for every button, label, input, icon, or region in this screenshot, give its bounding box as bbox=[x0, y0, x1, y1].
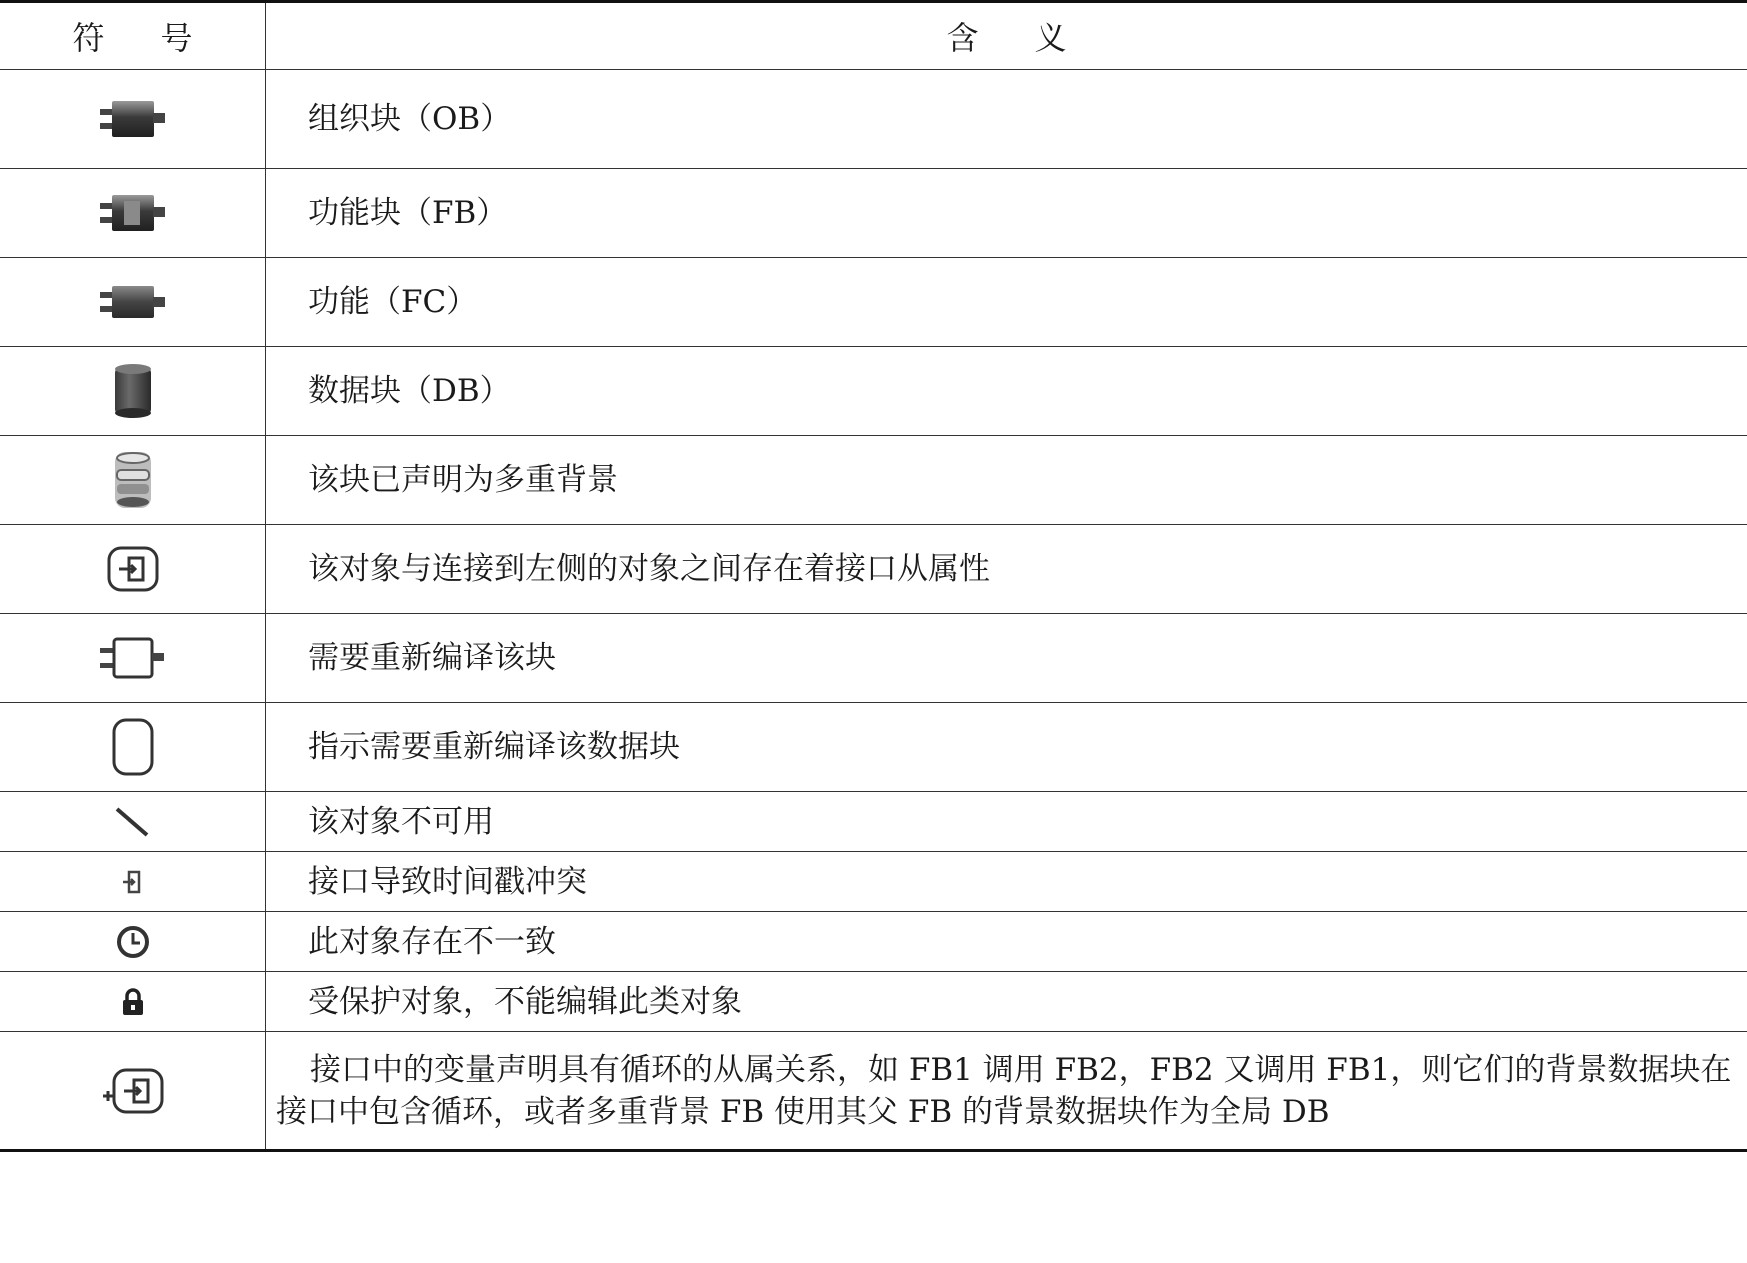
lock-icon bbox=[119, 987, 147, 1017]
table-row bbox=[0, 347, 1747, 436]
table-row bbox=[0, 169, 1747, 258]
meaning-cell: 此对象存在不一致 bbox=[266, 912, 1747, 972]
organization-block-icon bbox=[98, 97, 168, 141]
table-row bbox=[0, 614, 1747, 703]
table-row bbox=[0, 258, 1747, 347]
timestamp-conflict-icon bbox=[119, 868, 147, 896]
symbol-cell bbox=[0, 258, 266, 347]
function-block-icon bbox=[98, 191, 168, 235]
symbol-cell bbox=[0, 70, 266, 169]
symbol-cell bbox=[0, 972, 266, 1032]
symbol-header-char2: 号 bbox=[160, 19, 193, 57]
function-icon bbox=[98, 280, 168, 324]
data-block-icon bbox=[111, 361, 155, 421]
meaning-header-char1: 含 bbox=[946, 19, 979, 57]
multi-instance-icon bbox=[109, 448, 157, 512]
meaning-cell: 指示需要重新编译该数据块 bbox=[266, 703, 1747, 792]
meaning-column-header bbox=[266, 2, 1747, 70]
symbol-column-header bbox=[0, 2, 266, 70]
table-row bbox=[0, 792, 1747, 852]
symbol-cell bbox=[0, 347, 266, 436]
meaning-cell: 该块已声明为多重背景 bbox=[266, 436, 1747, 525]
recompile-data-block-icon bbox=[109, 715, 157, 779]
symbol-cell bbox=[0, 792, 266, 852]
meaning-cell: 受保护对象，不能编辑此类对象 bbox=[266, 972, 1747, 1032]
table-row bbox=[0, 525, 1747, 614]
table-header-row bbox=[0, 2, 1747, 70]
table-row bbox=[0, 436, 1747, 525]
meaning-cell: 功能（FC） bbox=[266, 258, 1747, 347]
table-row bbox=[0, 912, 1747, 972]
table-row bbox=[0, 1032, 1747, 1151]
symbol-cell bbox=[0, 169, 266, 258]
meaning-cell: 该对象不可用 bbox=[266, 792, 1747, 852]
symbol-cell bbox=[0, 703, 266, 792]
recompile-block-icon bbox=[98, 634, 168, 682]
unavailable-icon bbox=[113, 806, 153, 838]
meaning-cell: 需要重新编译该块 bbox=[266, 614, 1747, 703]
symbol-cell bbox=[0, 436, 266, 525]
meaning-cell: 功能块（FB） bbox=[266, 169, 1747, 258]
circular-dependency-icon bbox=[100, 1066, 166, 1116]
symbol-cell bbox=[0, 614, 266, 703]
symbol-cell bbox=[0, 912, 266, 972]
meaning-cell: 数据块（DB） bbox=[266, 347, 1747, 436]
symbol-cell bbox=[0, 852, 266, 912]
table-row bbox=[0, 972, 1747, 1032]
meaning-header-char2: 义 bbox=[1034, 19, 1067, 57]
table-row bbox=[0, 852, 1747, 912]
meaning-cell: 接口导致时间戳冲突 bbox=[266, 852, 1747, 912]
table-row bbox=[0, 70, 1747, 169]
interface-dependency-icon bbox=[105, 544, 161, 594]
table-row bbox=[0, 703, 1747, 792]
meaning-cell: 接口中的变量声明具有循环的从属关系，如 FB1 调用 FB2，FB2 又调用 FB1，则它们的背景数据块在接口中包含循环，或者多重背景 FB 使用其父 FB 的背景数据块作为全局 DB bbox=[266, 1032, 1747, 1151]
inconsistent-clock-icon bbox=[115, 924, 151, 960]
meaning-cell: 组织块（OB） bbox=[266, 70, 1747, 169]
symbol-cell bbox=[0, 525, 266, 614]
symbol-header-char1: 符 bbox=[72, 19, 105, 57]
symbol-cell bbox=[0, 1032, 266, 1151]
meaning-cell: 该对象与连接到左侧的对象之间存在着接口从属性 bbox=[266, 525, 1747, 614]
